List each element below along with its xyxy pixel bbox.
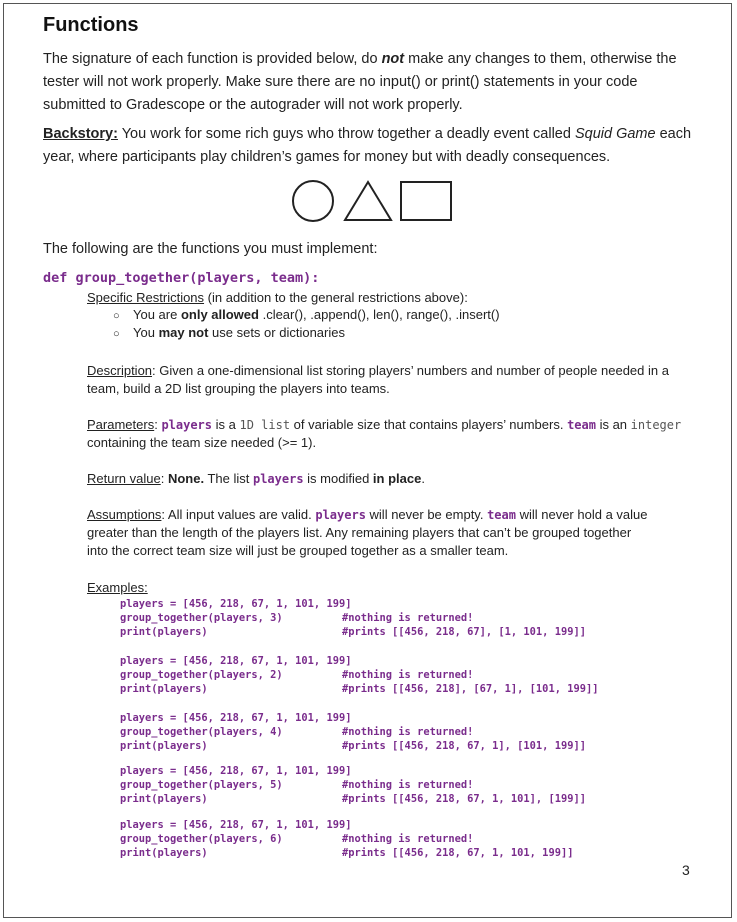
- example-code-block: players = [456, 218, 67, 1, 101, 199] group_together(players, 2) print(players): [120, 655, 352, 695]
- restriction-item: ○ You are only allowed .clear(), .append(), len(), range(), .insert(): [113, 307, 500, 322]
- restriction-item: ○ You may not use sets or dictionaries: [113, 325, 345, 340]
- intro-paragraph: The signature of each function is provided below, do not make any changes to them, otherwise the tester will not work properly. Make sure there are no input() or print() statements in your code submitted to Gradescope or the autograder will not work properly.: [43, 51, 677, 113]
- page-title: Functions: [43, 14, 139, 36]
- description-section: Description: Given a one-dimensional list storing players’ numbers and number of people needed in a team, build a 2D list grouping the players into teams.: [87, 363, 669, 396]
- backstory-paragraph: Backstory: You work for some rich guys who throw together a deadly event called Squid Game each year, where participants play children’s games for money but with deadly consequences.: [43, 126, 692, 165]
- examples-heading: Examples:: [87, 580, 148, 595]
- example-code-block: players = [456, 218, 67, 1, 101, 199] group_together(players, 4) print(players): [120, 712, 352, 752]
- example-code-block: players = [456, 218, 67, 1, 101, 199] group_together(players, 5) print(players): [120, 765, 352, 805]
- return-value-section: Return value: None. The list players is modified in place.: [87, 471, 425, 486]
- backstory-label: Backstory:: [43, 126, 118, 142]
- bullet-circle-icon: ○: [113, 310, 120, 322]
- example-code-block: players = [456, 218, 67, 1, 101, 199] group_together(players, 6) print(players): [120, 819, 352, 859]
- bullet-circle-icon: ○: [113, 328, 120, 340]
- circle-shape-icon: [293, 181, 333, 221]
- squid-game-shapes-icon: [285, 178, 455, 224]
- page-number: 3: [682, 862, 690, 878]
- example-comment-block: #nothing is returned! #prints [[456, 218], [67, 1], [101, 199]]: [342, 669, 599, 695]
- example-code-block: players = [456, 218, 67, 1, 101, 199] group_together(players, 3) print(players): [120, 598, 352, 638]
- triangle-shape-icon: [345, 182, 391, 220]
- following-text: The following are the functions you must implement:: [43, 241, 378, 257]
- parameters-section: Parameters: players is a 1D list of variable size that contains players’ numbers. team is an integer containing the team size needed (>= 1).: [87, 417, 682, 450]
- example-comment-block: #nothing is returned! #prints [[456, 218, 67, 1], [101, 199]]: [342, 726, 586, 752]
- assumptions-section: Assumptions: All input values are valid. players will never be empty. team will never hold a value greater than the length of the players list. Any remaining players that can’t be grouped together into the correct team size will just be grouped together as a smaller team.: [87, 507, 648, 558]
- example-comment-block: #nothing is returned! #prints [[456, 218, 67, 1, 101], [199]]: [342, 779, 586, 805]
- restrictions-heading: Specific Restrictions (in addition to the general restrictions above):: [87, 290, 468, 305]
- example-comment-block: #nothing is returned! #prints [[456, 218, 67], [1, 101, 199]]: [342, 612, 586, 638]
- example-comment-block: #nothing is returned! #prints [[456, 218, 67, 1, 101, 199]]: [342, 833, 574, 859]
- square-shape-icon: [401, 182, 451, 220]
- function-signature: def group_together(players, team):: [43, 270, 320, 286]
